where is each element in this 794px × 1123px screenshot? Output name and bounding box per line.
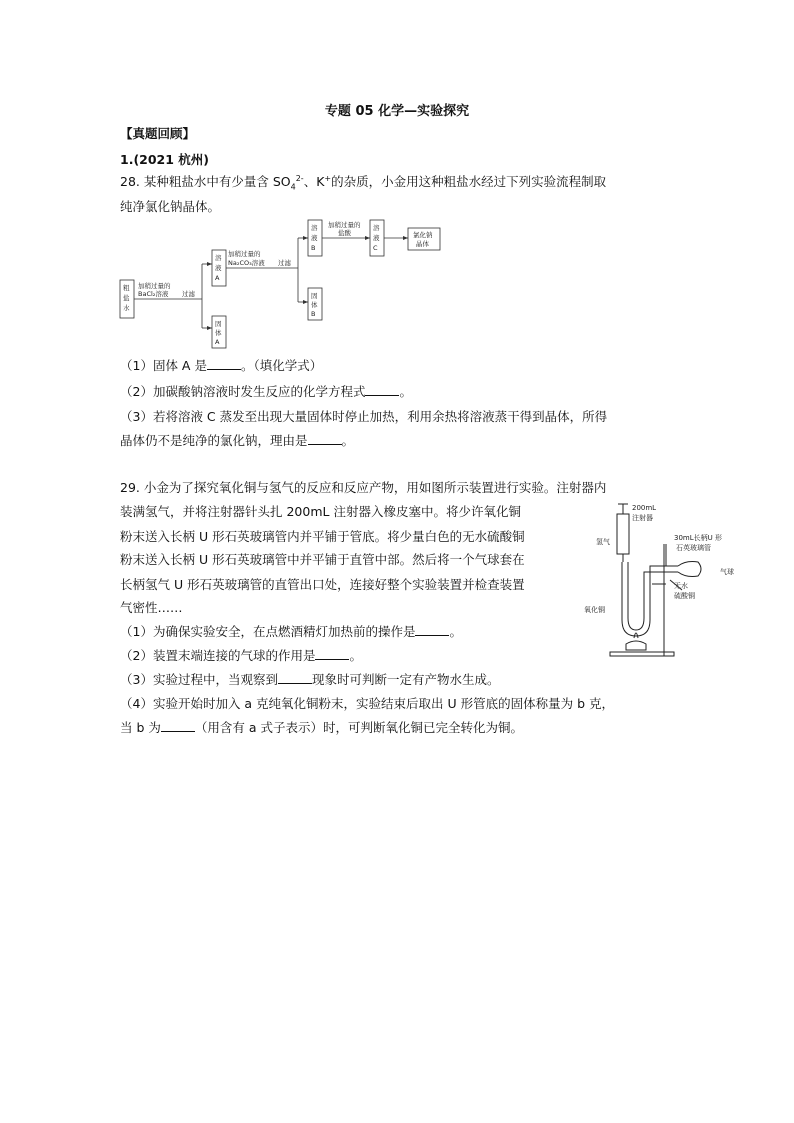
answer-blank[interactable] [207, 359, 241, 370]
label-cuo: 氧化铜 [584, 606, 605, 614]
label-cuso4: 无水 [674, 582, 688, 590]
q28-part3-text: 晶体仍不是纯净的氯化钠，理由是 [120, 433, 308, 448]
flow-text: 溶 [311, 224, 318, 232]
q28-stem-part: 28. 某种粗盐水中有少量含 SO [120, 174, 291, 189]
q29-stem-line3: 粉末送入长柄 U 形石英玻璃管内并平铺于管底。将少量白色的无水硫酸铜 [120, 529, 525, 544]
flow-text: 固 [215, 320, 222, 328]
q29-part4-line2 [120, 718, 523, 736]
label-syringe: 200mL [632, 504, 657, 512]
q29-part1-text: （1）为确保实验安全，在点燃酒精灯加热前的操作是 [120, 624, 416, 639]
answer-blank[interactable] [365, 385, 399, 396]
flow-text: 水 [123, 304, 130, 312]
syringe-body [617, 514, 629, 554]
q28-part2 [120, 382, 412, 400]
flow-text: 晶体 [416, 240, 429, 248]
flow-text: 液 [311, 234, 318, 242]
q28-part1-text: 。（填化学式） [240, 358, 323, 373]
flow-text: 溶 [373, 224, 380, 232]
q29-stem-line5: 长柄氢气 U 形石英玻璃管的直管出口处，连接好整个实验装置并检查装置 [120, 577, 525, 592]
alcohol-lamp [626, 641, 646, 650]
q29-apparatus-diagram [582, 500, 752, 662]
flow-text: 盐 [123, 294, 130, 302]
q29-stem-line2: 装满氢气，并将注射器针头扎 200mL 注射器入橡皮塞中。将少许氧化铜 [120, 504, 521, 519]
q29-stem-line4: 粉末送入长柄 U 形石英玻璃管中并平铺于直管中部。然后将一个气球套在 [120, 552, 525, 567]
q29-part3 [120, 670, 499, 688]
flow-text: A [215, 338, 220, 346]
label-hydrogen: 氢气 [596, 538, 610, 546]
q29-part4-line1: （4）实验开始时加入 a 克纯氧化铜粉末，实验结束后取出 U 形管底的固体称量为 b 克， [120, 696, 615, 711]
q29-part2-text: 。 [349, 648, 362, 663]
flow-text: A [215, 274, 220, 282]
q28-superscript: + [324, 173, 332, 183]
flow-text: 固 [311, 292, 318, 300]
label-balloon: 气球 [720, 568, 734, 576]
flow-text: 体 [311, 301, 318, 309]
q28-part3-line1: （3）若将溶液 C 蒸发至出现大量固体时停止加热，利用余热将溶液蒸干得到晶体，所得 [120, 409, 608, 424]
u-tube [622, 562, 678, 636]
q28-subscript: 4 [290, 182, 296, 192]
answer-blank[interactable] [308, 434, 342, 445]
q29-part2 [120, 646, 362, 664]
label-u-tube: 30mL长柄U 形 [674, 534, 722, 542]
flow-text: Na₂CO₃溶液 [228, 259, 265, 267]
label-u-tube: 石英玻璃管 [676, 544, 711, 552]
flow-text: 过滤 [278, 259, 291, 267]
q28-part2-text: 。 [399, 384, 412, 399]
flow-text: BaCl₂溶液 [138, 290, 169, 298]
q28-part3-line2 [120, 431, 354, 449]
flow-text: 液 [373, 234, 380, 242]
flow-text: 氯化钠 [413, 231, 433, 239]
q29-part2-text: （2）装置末端连接的气球的作用是 [120, 648, 316, 663]
flow-text: 溶 [215, 254, 222, 262]
q28-part2-text: （2）加碳酸钠溶液时发生反应的化学方程式 [120, 384, 366, 399]
q28-stem-part: 、K [303, 174, 325, 189]
q29-part1 [120, 622, 462, 640]
q28-stem-part: 的杂质，小金用这种粗盐水经过下列实验流程制取 [331, 174, 607, 189]
answer-blank[interactable] [315, 649, 349, 660]
flow-text: 粗 [123, 284, 130, 292]
label-cuso4: 硫酸铜 [674, 592, 695, 600]
q28-part1-text: （1）固体 A 是 [120, 358, 207, 373]
q29-stem-line6: 气密性…… [120, 600, 183, 615]
q29-part1-text: 。 [449, 624, 462, 639]
q29-stem-line1: 29. 小金为了探究氧化铜与氢气的反应和反应产物，用如图所示装置进行实验。注射器内 [120, 480, 607, 495]
flow-text: 盐酸 [338, 229, 351, 237]
answer-blank[interactable] [161, 721, 195, 732]
flow-text: 加稍过量的 [138, 282, 171, 290]
balloon [678, 562, 701, 577]
flow-text: B [311, 244, 316, 252]
flow-text: 加稍过量的 [228, 250, 261, 258]
q29-part3-text: 现象时可判断一定有产物水生成。 [311, 672, 500, 687]
answer-blank[interactable] [415, 625, 449, 636]
q28-flowchart [118, 216, 448, 352]
q28-stem-line2: 纯净氯化钠晶体。 [120, 199, 221, 214]
flow-text: 过滤 [182, 290, 195, 298]
section-header: 【真题回顾】 [120, 126, 196, 141]
q28-part1 [120, 356, 322, 374]
q29-part4-text: （用含有 a 式子表示）时，可判断氧化铜已完全转化为铜。 [194, 720, 523, 735]
label-syringe: 注射器 [632, 514, 653, 522]
flow-text: 体 [215, 329, 222, 337]
answer-blank[interactable] [278, 673, 312, 684]
q29-part3-text: （3）实验过程中，当观察到 [120, 672, 278, 687]
flow-text: 加稍过量的 [328, 221, 361, 229]
flow-text: B [311, 310, 316, 318]
source-label: 1.(2021 杭州) [120, 152, 210, 167]
q28-superscript: 2- [295, 173, 304, 183]
page-title: 专题 05 化学—实验探究 [324, 104, 470, 119]
q28-stem [120, 172, 606, 192]
q29-part4-text: 当 b 为 [120, 720, 161, 735]
q28-part3-text: 。 [341, 433, 355, 448]
flow-text: C [373, 244, 378, 252]
flow-text: 液 [215, 264, 222, 272]
